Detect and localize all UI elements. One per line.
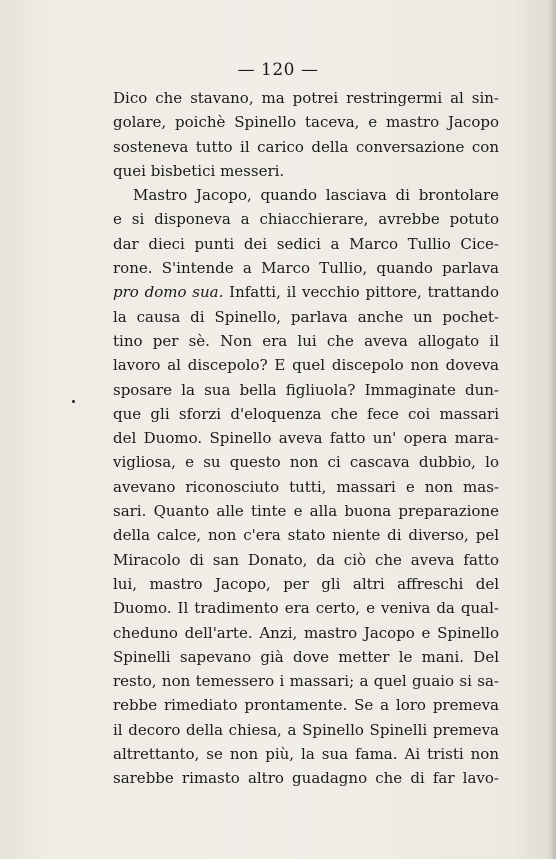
text-line: il decoro della chiesa, a Spinello Spinelli premeva bbox=[113, 720, 499, 739]
text-line: Duomo. Il tradimento era certo, e veniva da qual- bbox=[113, 599, 499, 618]
text-line: Mastro Jacopo, quando lasciava di brontolare bbox=[133, 186, 499, 205]
body-text bbox=[113, 86, 499, 791]
text-line: Miracolo di san Donato, da ciò che aveva fatto bbox=[113, 550, 499, 569]
text-line: avevano riconosciuto tutti, massari e non mas- bbox=[113, 477, 499, 496]
text-line: sposare la sua bella figliuola? Immaginate dun- bbox=[113, 380, 499, 399]
text-line: cheduno dell'arte. Anzi, mastro Jacopo e Spinello bbox=[113, 623, 499, 642]
italic-phrase: pro domo sua. bbox=[113, 283, 224, 302]
text-line: la causa di Spinello, parlava anche un pochet- bbox=[113, 307, 499, 326]
text-line: Spinelli sapevano già dove metter le mani. Del bbox=[113, 647, 499, 666]
text-line: golare, poichè Spinello taceva, e mastro Jacopo bbox=[113, 113, 499, 132]
text-line: que gli sforzi d'eloquenza che fece coi massari bbox=[113, 404, 499, 423]
text-line: sari. Quanto alle tinte e alla buona preparazione bbox=[113, 502, 499, 521]
page-edge-shadow bbox=[548, 0, 556, 859]
page-number: — 120 — bbox=[237, 60, 319, 80]
text-line: quei bisbetici messeri. bbox=[113, 161, 285, 180]
text-line-italic bbox=[113, 280, 499, 304]
text-line: Dico che stavano, ma potrei restringermi al sin- bbox=[113, 89, 499, 107]
text-line: lavoro al discepolo? E quel discepolo non doveva bbox=[113, 356, 499, 375]
text-line: della calce, non c'era stato niente di diverso, pel bbox=[113, 526, 499, 545]
text-line: lui, mastro Jacopo, per gli altri affreschi del bbox=[113, 574, 499, 593]
text-line: sarebbe rimasto altro guadagno che di far lavo- bbox=[113, 769, 499, 788]
ink-speck bbox=[72, 400, 75, 403]
text-line: altrettanto, se non più, la sua fama. Ai tristi non bbox=[113, 745, 499, 764]
text-line: sosteneva tutto il carico della conversazione con bbox=[113, 137, 499, 156]
text-line: dar dieci punti dei sedici a Marco Tullio Cice- bbox=[113, 234, 499, 253]
text-line: del Duomo. Spinello aveva fatto un' opera mara- bbox=[113, 429, 499, 448]
text-line: e si disponeva a chiacchierare, avrebbe potuto bbox=[113, 210, 499, 229]
text-line: resto, non temessero i massari; a quel guaio si sa- bbox=[113, 672, 499, 691]
text-line: rone. S'intende a Marco Tullio, quando parlava bbox=[113, 259, 499, 278]
line-remainder: Infatti, il vecchio pittore, trattando bbox=[223, 283, 500, 302]
text-line: vigliosa, e su questo non ci cascava dubbio, lo bbox=[113, 453, 499, 472]
text-line: rebbe rimediato prontamente. Se a loro premeva bbox=[113, 696, 499, 715]
text-line: tino per sè. Non era lui che aveva allogato il bbox=[113, 331, 499, 350]
